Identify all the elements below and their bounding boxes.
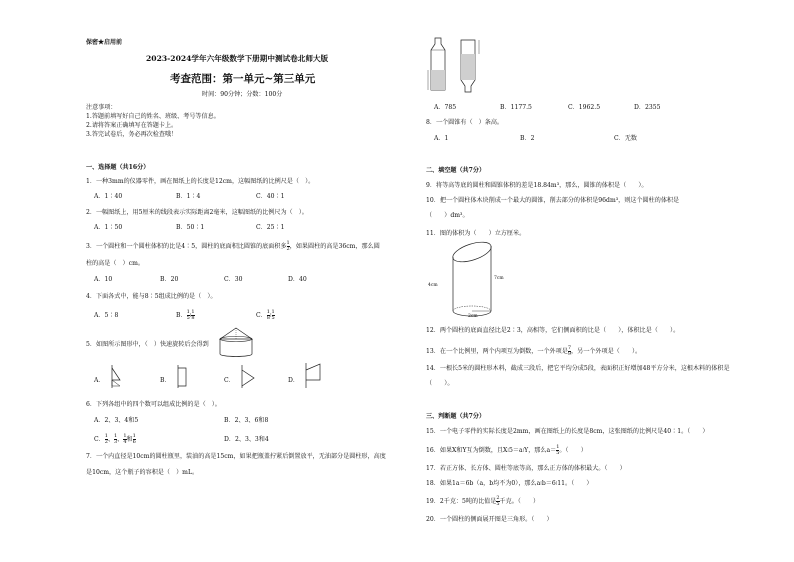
question-15: 15．一个电子零件的实际长度是2mm，画在图纸上的长度是8cm，这张图纸的比例尺是40∶1。（ ）	[426, 428, 709, 435]
question-5: 5．如图所示图形中，（ ）快速旋转后会得到	[86, 341, 209, 348]
notes-heading: 注意事项：	[86, 104, 117, 111]
section-heading: 三、判断题（共7分）	[426, 413, 486, 420]
question-1: 1．一种3mm的仪器零件，画在图纸上的长度是12cm，这幅图纸的比例尺是（ ）。	[86, 178, 315, 185]
option[interactable]: C．无数	[614, 135, 637, 142]
option[interactable]: C． $\frac{1}{8}$ ∶ $\frac{1}{5}$	[256, 309, 275, 321]
option[interactable]: A．1∶40	[94, 193, 123, 200]
exam-subtitle: 考查范围：第一单元~第三单元	[170, 73, 316, 85]
option[interactable]: B． $\frac{1}{5}$ ∶ $\frac{1}{8}$	[176, 309, 195, 321]
question-10: 10．把一个圆柱体木块削成一个最大的圆锥，削去部分的体积是96dm³，则这个圆柱的体积是	[426, 197, 680, 204]
option[interactable]: B．1177.5	[500, 104, 532, 111]
question-3: 3．一个圆柱和一个圆柱体积的比是4∶5，圆柱的底面积比圆锥的底面积多 $\frac{1}{2}$ ，如果圆柱的高是36cm，那么圆	[86, 240, 380, 252]
question-17: 17．若正方体、长方体、圆柱等底等高，那么正方体的体积最大。（ ）	[426, 465, 626, 472]
option[interactable]: B．1∶4	[176, 193, 201, 200]
question-18: 18．如果1a＝6b（a，b均不为0），那么a∶b＝6∶11。（ ）	[426, 480, 593, 487]
question-7-cont: 是10cm，这个瓶子的容积是（ ）mL。	[86, 469, 199, 476]
option[interactable]: A．5∶8	[94, 312, 119, 319]
option[interactable]: B．2、3、6和8	[224, 417, 269, 424]
note-item: 3.答完试卷后，务必再次检查哦！	[86, 131, 178, 138]
question-3-cont: 柱的高是（ ）cm。	[86, 260, 144, 267]
figure-label: 2cm	[468, 314, 478, 319]
question-7: 7．一个内直径是10cm的圆柱瓶里，装油的高是15cm，如果把瓶盖拧紧后倒置放平，无油部分是圆柱形，高度	[86, 453, 386, 460]
option[interactable]: B．2	[520, 135, 535, 142]
option[interactable]: D．	[288, 377, 299, 384]
option[interactable]: A．785	[434, 104, 457, 111]
rotation-shape-b-icon	[174, 364, 194, 390]
cone-cylinder-figure	[216, 326, 256, 360]
figure-label: 7cm	[494, 276, 504, 281]
note-item: 2.请将答案正确填写在答题卡上。	[86, 122, 178, 129]
option[interactable]: B．20	[160, 276, 179, 283]
figure-label: 4cm	[428, 283, 438, 288]
question-14-cont: （ ）。	[426, 380, 454, 387]
option[interactable]: A．10	[94, 276, 113, 283]
secret-label: 保密★启用前	[86, 39, 123, 46]
option[interactable]: A．1	[434, 135, 449, 142]
question-9: 9．将等高等底的圆柱和圆锥体积的差是18.84m³，那么，圆锥的体积是（ ）。	[426, 182, 648, 189]
option[interactable]: D．40	[288, 276, 307, 283]
bottle-figure	[427, 36, 499, 94]
question-14: 14．一根长5米的圆柱形木料，截成三段后，把它平均分成5段，表面积正好增加48平方分米，这根木料的体积是	[426, 365, 730, 372]
question-10-cont: （ ）dm³。	[426, 212, 469, 219]
option[interactable]: C．25∶1	[256, 224, 285, 231]
rotation-shape-d-icon	[302, 362, 326, 390]
question-11: 11．图的体积为（ ）立方厘米。	[426, 230, 526, 237]
question-4: 4．下面各式中，能与8∶5组成比例的是（ ）。	[86, 293, 217, 300]
section-heading: 一、选择题（共16分）	[86, 164, 150, 171]
question-16: 16．如果X和Y互为倒数，且X∶5＝a∶Y，那么a＝ $\frac{1}{5}$ 。（ ）	[426, 444, 587, 456]
rotation-shape-c-icon	[238, 364, 260, 390]
exam-title: 2023-2024学年六年级数学下册期中测试卷北师大版	[146, 54, 329, 63]
question-12: 12．两个圆柱的底面直径比是2∶3，高相等，它们侧面积的比是（ ），体积比是（ ）。	[426, 327, 680, 334]
section-heading: 二、填空题（共7分）	[426, 167, 486, 174]
option[interactable]: B．	[160, 377, 171, 384]
question-19: 19．2千克：5吨的比值是 $\frac{2}{5}$ 千克。（ ）	[426, 495, 540, 507]
option[interactable]: D．2355	[634, 104, 661, 111]
question-8: 8．一个圆锥有（ ）条高。	[426, 119, 504, 126]
option[interactable]: A．	[94, 377, 105, 384]
option[interactable]: C．1962.5	[568, 104, 601, 111]
option[interactable]: C． $\frac{1}{2}$ 、 $\frac{1}{3}$ 、 $\frac{1}{4}$ 和 $\frac{1}{6}$	[94, 433, 136, 445]
fraction: $\frac{1}{2}$	[286, 240, 290, 252]
option[interactable]: C．	[224, 377, 235, 384]
question-13: 13．在一个比例里，两个内项互为倒数，一个外项是 $\frac{7}{9}$ ，另一个外项是（ ）。	[426, 345, 642, 357]
question-20: 20．一个圆柱的侧面展开图是三角形。（ ）	[426, 516, 553, 523]
option[interactable]: A．1∶50	[94, 224, 123, 231]
question-2: 2．一幅图纸上，用5厘米的线段表示实际距离2毫米，这幅图纸的比例尺为（ ）。	[86, 209, 308, 216]
option[interactable]: D．2、3、3和4	[224, 436, 269, 443]
option[interactable]: C．30	[224, 276, 243, 283]
option[interactable]: C．40∶1	[256, 193, 285, 200]
question-6: 6．下列各组中的四个数可以组成比例的是（ ）。	[86, 401, 221, 408]
rotation-shape-a-icon	[108, 364, 128, 390]
note-item: 1.答题前填写好自己的姓名、班级、考号等信息。	[86, 113, 220, 120]
option[interactable]: A．2、3、4和5	[94, 417, 139, 424]
time-score: 时间：90分钟；分数：100分	[202, 91, 283, 98]
option[interactable]: B．50∶1	[176, 224, 205, 231]
